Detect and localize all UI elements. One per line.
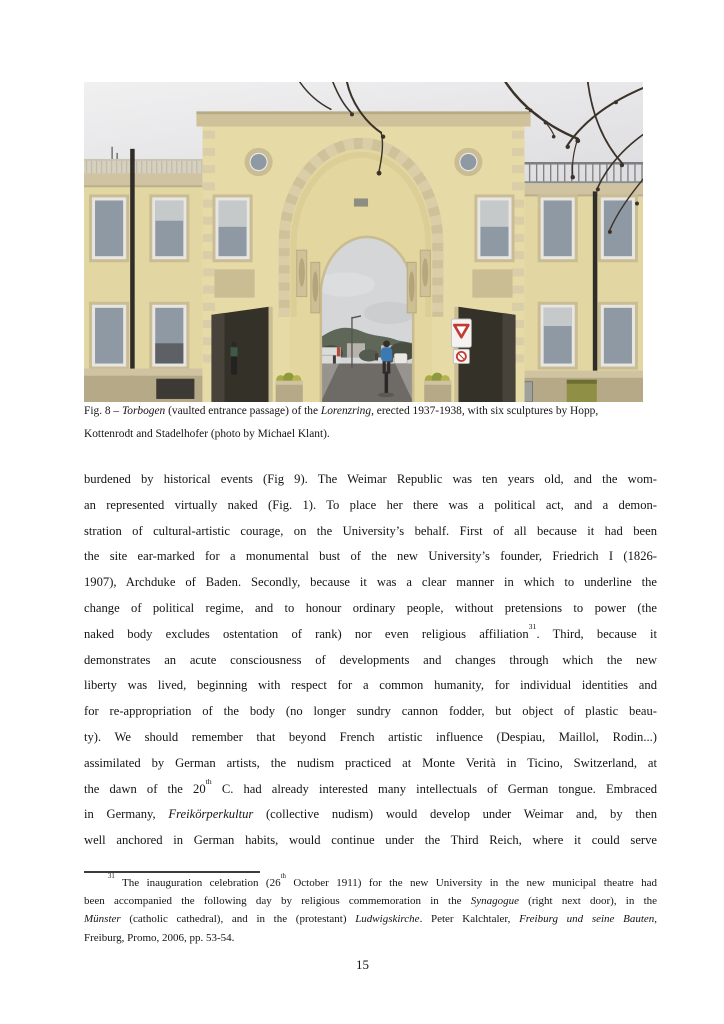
text-line: in Germany, Freikörperkultur (collective nudism) would develop under Weimar and, by then xyxy=(84,807,658,822)
footnote xyxy=(84,874,657,947)
page-number: 15 xyxy=(356,957,369,972)
text-line: for re-appropriation of the body (no longer sundry cannon fodder, but object of plastic beau- xyxy=(84,704,657,719)
text-line: Kottenrodt and Stadelhofer (photo by Michael Klant). xyxy=(84,428,330,440)
text-line: $^{31}$ The inauguration celebration (26th October 1911) for the new University in the new municipal theatre had xyxy=(108,873,657,889)
text-line: the site ear-marked for a monumental bust of the new University’s founder, Friedrich I (1826- xyxy=(84,549,657,564)
window xyxy=(538,194,578,262)
window xyxy=(149,302,189,370)
arch-gate-photo xyxy=(84,82,643,402)
text-line: stration of cultural-artistic courage, on the University’s behalf. First of all because it had been xyxy=(84,523,657,538)
body-paragraph xyxy=(84,467,657,854)
plaque xyxy=(354,198,368,206)
text-line: liberty was lived, beginning with respect for a common humanity, for individual identities and xyxy=(84,678,657,693)
window xyxy=(598,194,638,262)
text-line: assimilated by German artists, the nudism practiced at Monte Verità in Ticino, Switzerland, at xyxy=(84,755,657,770)
car xyxy=(394,353,407,363)
pedestrian xyxy=(333,355,336,363)
figure-caption xyxy=(84,400,657,446)
text-line: change of political regime, and to honour ordinary people, without pretensions to power (the xyxy=(84,600,657,615)
text-line: an represented virtually naked (Fig. 1). To place her there was a political act, and a demon- xyxy=(84,497,657,512)
stone-panel xyxy=(214,269,254,297)
text-line: naked body excludes ostentation of rank) nor even religious affiliation$^{31}$. Third, because it xyxy=(84,621,657,641)
window xyxy=(538,302,578,370)
window xyxy=(212,194,252,262)
oculus-window xyxy=(245,148,273,176)
side-passage xyxy=(211,307,272,402)
text-line: burdened by historical events (Fig 9). The Weimar Republic was ten years old, and the wom- xyxy=(84,472,657,486)
pedestrian xyxy=(375,353,378,360)
text-line: Münster (catholic cathedral), and in the (protestant) Ludwigskirche. Peter Kalchtaler, Freiburg und seine Bauten, xyxy=(84,913,658,926)
text-line: ty). We should remember that beyond French artistic influence (Despiau, Maillol, Rodin...) xyxy=(84,729,657,744)
text-line: Fig. 8 – Torbogen (vaulted entrance passage) of the Lorenzring, erected 1937-1938, with six sculptures by Hopp, xyxy=(84,405,599,417)
give-way-sign xyxy=(451,319,471,364)
downpipe xyxy=(593,191,598,375)
figure-photo xyxy=(84,82,643,402)
window xyxy=(89,302,129,370)
text-line: the dawn of the 20th C. had already interested many intellectuals of German tongue. Embraced xyxy=(84,776,657,796)
window xyxy=(89,194,129,262)
text-line: demonstrates an acute consciousness of developments and changes through which the new xyxy=(84,652,657,667)
window xyxy=(474,194,514,262)
text-line: been accompanied the following day by religious commemoration in the Synagogue (right next door), in the xyxy=(84,895,658,908)
planter xyxy=(276,373,303,402)
downpipe xyxy=(130,149,135,376)
oculus-window xyxy=(454,148,482,176)
text-line: 1907), Archduke of Baden. Secondly, because it was a clear manner in which to underline the xyxy=(84,575,657,590)
window xyxy=(149,194,189,262)
low-wall xyxy=(84,376,214,402)
stone-panel xyxy=(472,269,512,297)
basement-grille xyxy=(156,379,194,399)
window xyxy=(598,302,638,370)
text-line: well anchored in German habits, would continue under the Third Reich, where it could serve xyxy=(84,833,657,848)
text-line: Freiburg, Promo, 2006, pp. 53-54. xyxy=(84,931,235,944)
planter xyxy=(424,373,451,402)
central-tower xyxy=(196,111,530,402)
